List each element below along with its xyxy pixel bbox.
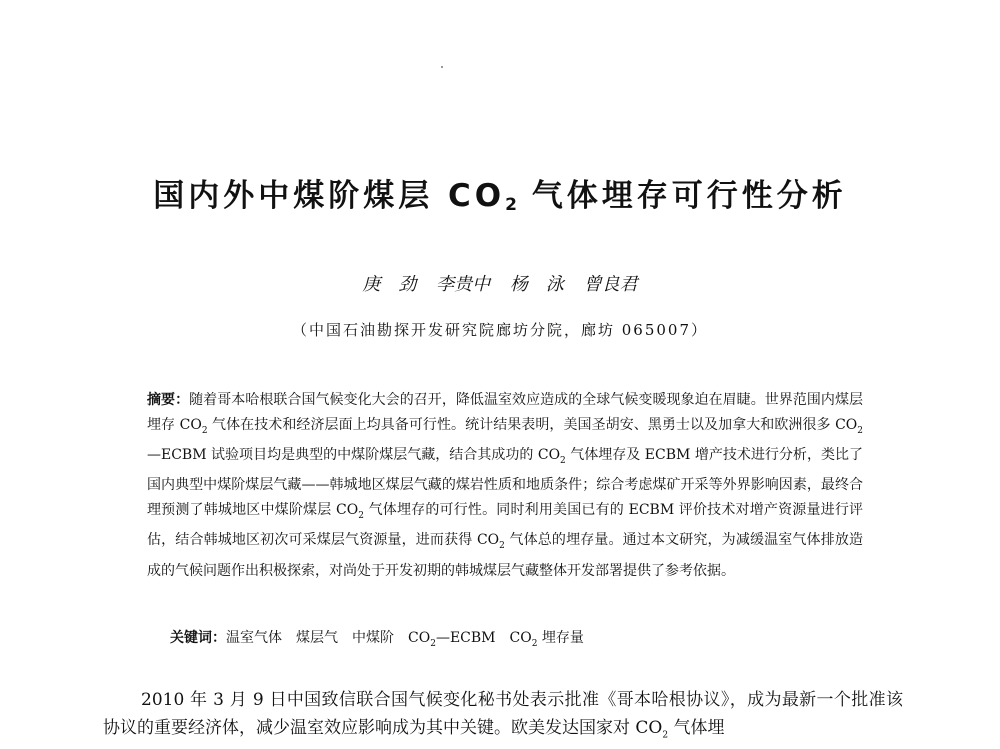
- body-paragraph: 2010 年 3 月 9 日中国致信联合国气候变化秘书处表示批准《哥本哈根协议》，成为最新一个批准该协议的重要经济体，减少温室效应影响成为其中关键。欧美发达国家对 $CO_2$ 气体埋: [103, 690, 903, 741]
- keyword: $CO_2—ECBM$: [408, 630, 496, 649]
- keyword: 煤层气: [296, 630, 338, 646]
- keywords-label: 关键词：: [170, 630, 226, 646]
- affiliation: （中国石油勘探开发研究院廊坊分院，廊坊 065007）: [291, 321, 709, 339]
- author: 庚 劲: [362, 274, 417, 295]
- abstract: 摘要：随着哥本哈根联合国气候变化大会的召开，降低温室效应造成的全球气候变暖现象迫在眉睫。世界范围内煤层埋存 $CO_2$ 气体在技术和经济层面上均具备可行性。统计结果表明，美国圣胡安、黑勇士以及加拿大和欧洲很多 $CO_2—ECBM$ 试验项目均是典型的中煤阶煤层气藏，结合其成功的 $CO_2$ 气体埋存及 ECBM 增产技术进行分析，类比了国内典型中煤阶煤层气藏——韩城地区煤层气藏的煤岩性质和地质条件；综合考虑煤矿开采等外界影响因素，最终合理预测了韩城地区中煤阶煤层 $CO_2$ 气体埋存的可行性。同时利用美国已有的 ECBM 评价技术对增产资源量进行评估，结合韩城地区初次可采煤层气资源量，进而获得 $CO_2$ 气体总的埋存量。通过本文研究，为减缓温室气体排放造成的气候问题作出积极探索，对尚处于开发初期的韩城煤层气藏整体开发部署提供了参考依据。: [147, 392, 864, 579]
- keyword: 温室气体: [226, 630, 282, 646]
- author: 曾良君: [583, 274, 638, 295]
- paper-title: 国内外中煤阶煤层 $CO_2$ 气体埋存可行性分析: [153, 178, 847, 215]
- author: 李贵中: [436, 274, 491, 295]
- keywords: [170, 627, 870, 649]
- author-list: [0, 270, 1000, 296]
- keyword: $CO_2$ 埋存量: [509, 630, 584, 649]
- author: 杨 泳: [509, 274, 564, 295]
- scan-dot: [441, 66, 443, 68]
- abstract-label: 摘要：: [147, 392, 190, 408]
- keyword: 中煤阶: [352, 630, 394, 646]
